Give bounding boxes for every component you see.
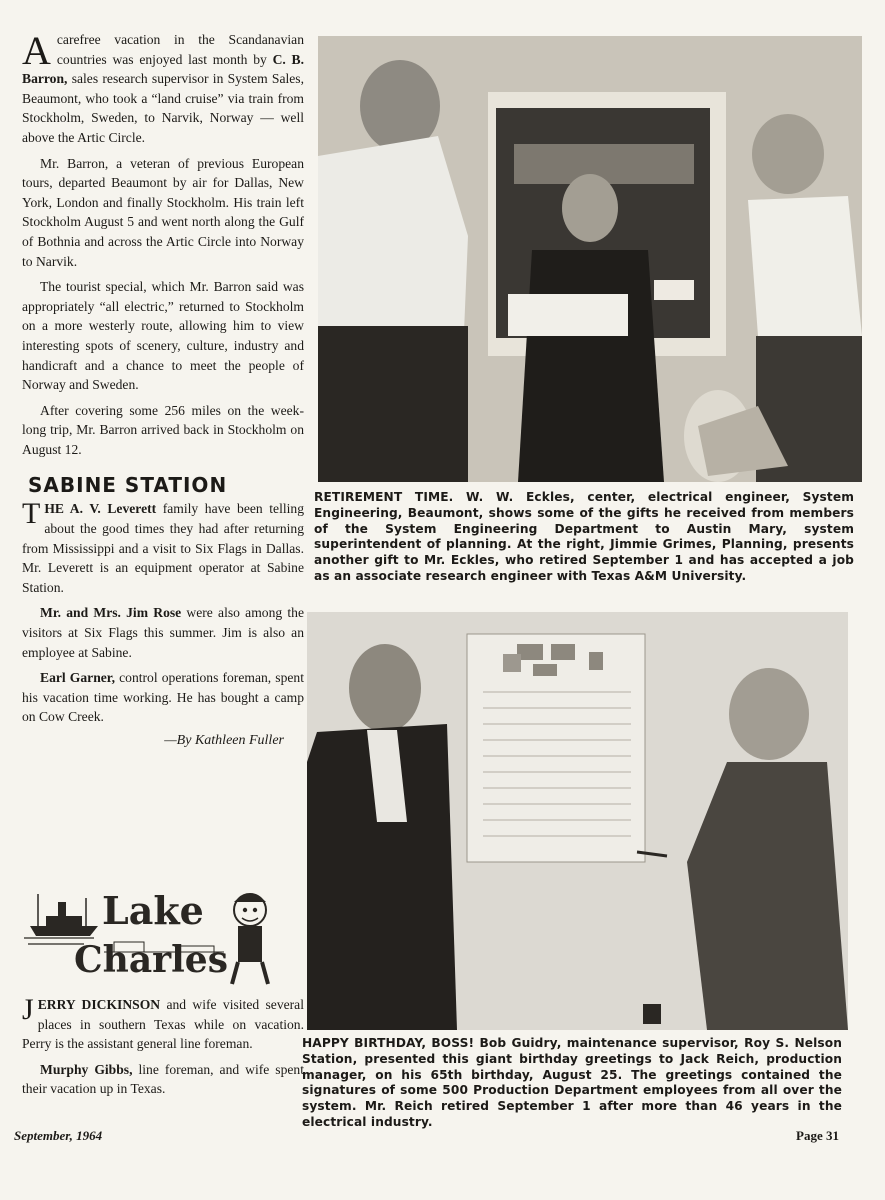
sabine-paragraph-3: Earl Garner, control operations foreman, spent his vacation time working. He has bought a camp on Cow Creek. [22,670,304,725]
sabine-paragraph-1: THE A. V. Leverett family have been telling about the good times they had after returning from Mississippi and a visit to Six Flags in Dallas. Mr. Leverett is an equipment operator at Sabine Station. [22,497,304,595]
byline: —By Kathleen Fuller [164,733,284,748]
lake-charles-paragraph-1: JERRY DICKINSON and wife visited several places in southern Texas while on vacation. Perry is the assistant general line foreman. [22,993,304,1052]
sabine-station-heading: SABINE STATION [28,473,228,498]
sabine-paragraph-2: Mr. and Mrs. Jim Rose were also among the visitors at Six Flags this summer. Jim is also an employee at Sabine. [22,605,304,660]
article-paragraph-2: Mr. Barron, a veteran of previous European tours, departed Beaumont by air for Dallas, New York, London and finally Stockholm. His train left Stockholm August 5 and went north along the Gulf of Bothnia and across the Artic Circle into Norway to Narvik. [22,155,304,269]
retirement-photo [318,36,862,482]
article-paragraph-4: After covering some 256 miles on the week-long trip, Mr. Barron arrived back in Stockholm on August 12. [22,402,304,457]
svg-text:Lake: Lake [102,888,204,933]
drop-cap: A [22,28,51,73]
lake-charles-text [22,995,304,1105]
drop-cap: T [22,497,41,531]
page-number: Page 31 [796,1128,839,1143]
article-paragraph-1: Acarefree vacation in the Scandanavian countries was enjoyed last month by C. B. Barron, sales research supervisor in System Sales, Beaumont, who took a “land cruise” via train from Stockholm, Sweden, to Narvik, Norway — well above the Artic Circle. [22,28,304,145]
mascot-icon [232,894,268,984]
issue-date: September, 1964 [14,1128,103,1143]
birthday-photo [307,612,848,1030]
retirement-caption: RETIREMENT TIME. W. W. Eckles, center, electrical engineer, System Engineering, Beaumont, shows some of the gifts he received from members of the System Engineering Department to Austin Mary, system superintendent of planning. At the right, Jimmie Grimes, Planning, presents another gift to Mr. Eckles, who retired September 1 and has accepted a job as an associate research engineer with Texas A&M University. [314,490,854,583]
drop-cap: J [22,993,34,1026]
ship-icon [30,894,98,936]
lake-charles-logo [24,880,276,988]
birthday-caption: HAPPY BIRTHDAY, BOSS! Bob Guidry, maintenance supervisor, Roy S. Nelson Station, presented this giant birthday greetings to Jack Reich, production manager, on his 65th birthday, August 25. The greetings contained the signatures of some 500 Production Department employees from all over the system. Mr. Reich retired September 1 after more than 46 years in the electrical industry. [302,1036,842,1129]
article-paragraph-3: The tourist special, which Mr. Barron said was appropriately “all electric,” returned to Stockholm on a more westerly route, allowing him to view interesting spots of scenery, culture, industry and handicraft and a chance to meet the people of Norway and Sweden. [22,279,304,393]
logo-lettering [74,888,228,981]
left-column [22,30,304,749]
svg-text:Charles: Charles [74,939,228,981]
lake-charles-paragraph-2: Murphy Gibbs, line foreman, and wife spent their vacation up in Texas. [22,1061,304,1097]
